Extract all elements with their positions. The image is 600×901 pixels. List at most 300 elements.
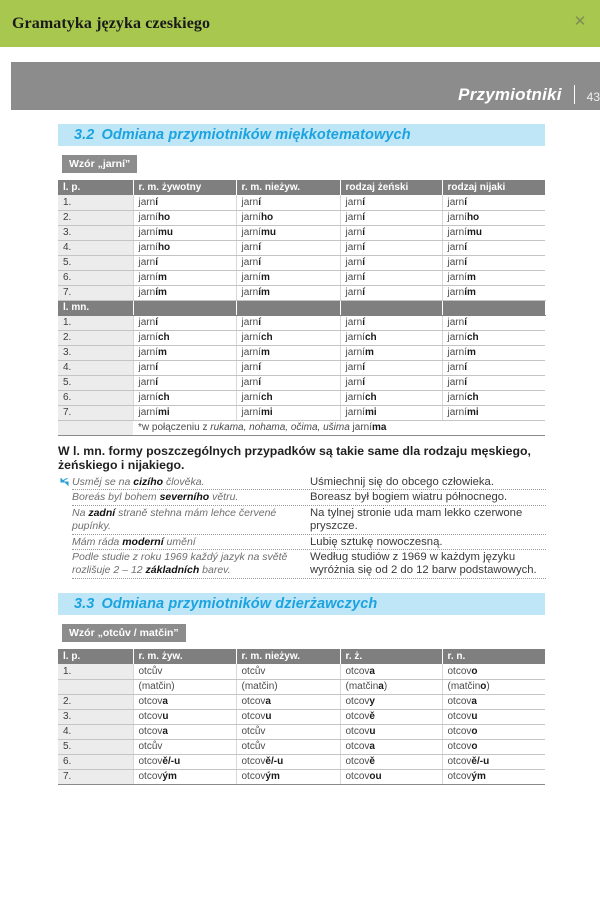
table-cell: [340, 679, 442, 694]
table-cell: [340, 315, 442, 330]
word-ending: u: [471, 711, 478, 723]
table-cell: [442, 405, 545, 420]
word-ending: u: [265, 711, 272, 723]
table-cell: [442, 195, 545, 210]
word-ending: í: [464, 196, 467, 208]
col-header-case: l. p.: [58, 649, 133, 664]
table-cell: [340, 724, 442, 739]
table-row: [58, 210, 545, 225]
table-row: [58, 270, 545, 285]
example-highlight: moderní: [122, 535, 164, 548]
footnote-ending: ma: [372, 422, 387, 433]
pattern-badge-jarni: Wzór „jarní”: [62, 155, 137, 173]
word-stem: jarní: [345, 332, 365, 343]
word-stem: otcov: [345, 771, 370, 783]
word-stem: jarní: [138, 407, 158, 418]
table-cell: [133, 664, 236, 679]
table-cell: [133, 679, 236, 694]
table-row: [58, 225, 545, 240]
case-number: 7.: [58, 405, 133, 420]
word-stem: otcov: [138, 711, 163, 723]
word-stem: otcův: [138, 741, 163, 753]
word-stem: jarn: [241, 242, 259, 253]
word-ending: í: [362, 317, 365, 328]
example-czech: Usměj se na cizího člověka.: [72, 476, 310, 489]
word-ending: í: [155, 317, 158, 328]
case-number: 1.: [58, 195, 133, 210]
declension-table-otcuv: [58, 649, 545, 785]
word-stem: jarní: [138, 272, 158, 283]
table-cell: [236, 754, 340, 769]
table-cell: [340, 255, 442, 270]
col-header-masc-inanim: r. m. nieżyw.: [236, 180, 340, 195]
word-stem: (matčin: [447, 681, 481, 693]
section-title: Odmiana przymiotników dzierżawczych: [101, 596, 378, 613]
table-cell: [442, 754, 545, 769]
word-ending: í: [362, 242, 365, 253]
word-stem: jarn: [345, 362, 363, 373]
word-ending: í: [258, 317, 261, 328]
word-stem: jarn: [447, 196, 465, 208]
word-stem: otcov: [345, 665, 370, 677]
word-stem: jarní: [241, 407, 261, 418]
word-ending: mi: [364, 407, 377, 418]
word-stem: jarní: [241, 332, 261, 343]
word-ending: a: [378, 681, 384, 693]
case-number: 3.: [58, 225, 133, 240]
case-number: 2.: [58, 694, 133, 709]
word-stem: jarn: [447, 287, 465, 298]
word-stem: otcov: [345, 726, 370, 738]
pattern-badge-otcuv: Wzór „otcův / matčin”: [62, 624, 186, 642]
table-cell: [236, 225, 340, 240]
word-ending: í: [464, 317, 467, 328]
word-stem: jarní: [241, 227, 261, 238]
word-ending: í: [155, 257, 158, 268]
word-stem: otcov: [447, 726, 472, 738]
case-number: 5.: [58, 375, 133, 390]
word-stem: jarn: [241, 196, 259, 208]
word-stem: jarní: [345, 392, 365, 403]
table-cell: [442, 679, 545, 694]
example-highlight: zadní: [88, 507, 116, 520]
word-ending: ým: [162, 771, 177, 783]
word-ending: í: [464, 362, 467, 373]
table-cell: [442, 375, 545, 390]
word-stem: (matčin: [345, 681, 379, 693]
table-row: [58, 724, 545, 739]
table-row: [58, 664, 545, 679]
table-row: [58, 195, 545, 210]
word-ending: a: [369, 665, 375, 677]
close-icon[interactable]: ✕: [573, 12, 587, 30]
word-stem: jarní: [447, 347, 467, 358]
word-stem: jarn: [447, 242, 465, 253]
col-header-neut: rodzaj nijaki: [442, 180, 545, 195]
word-stem: (matčin): [241, 681, 278, 693]
table-cell: [442, 360, 545, 375]
word-stem: otcův: [241, 741, 266, 753]
word-ending: ch: [364, 332, 377, 343]
table-cell: [236, 210, 340, 225]
table-cell: [133, 390, 236, 405]
word-ending: ím: [155, 287, 167, 298]
table-row: [58, 255, 545, 270]
word-ending: ch: [466, 332, 479, 343]
word-stem: otcov: [138, 696, 163, 708]
table-header-row: [58, 649, 545, 664]
word-ending: ě/-u: [162, 756, 181, 768]
plural-subheader-cell: [340, 300, 442, 315]
word-stem: jarní: [241, 347, 261, 358]
example-row: [72, 506, 546, 535]
word-ending: í: [362, 362, 365, 373]
table-cell: [236, 739, 340, 754]
case-number: [58, 679, 133, 694]
word-ending: o: [471, 665, 478, 677]
word-stem: otcov: [447, 696, 472, 708]
table-cell: [340, 330, 442, 345]
word-ending: m: [260, 347, 270, 358]
col-header-masc-inanim: r. m. nieżyw.: [236, 649, 340, 664]
table-row: [58, 694, 545, 709]
word-suffix: ): [383, 681, 388, 693]
table-cell: [133, 694, 236, 709]
word-stem: otcov: [241, 696, 266, 708]
word-ending: í: [362, 196, 365, 208]
word-ending: m: [466, 347, 476, 358]
word-ending: í: [258, 242, 261, 253]
table-row: [58, 679, 545, 694]
word-ending: í: [155, 196, 158, 208]
table-row: [58, 240, 545, 255]
word-stem: jarn: [345, 317, 363, 328]
word-stem: otcov: [345, 696, 370, 708]
table-row: [58, 769, 545, 784]
word-ending: mu: [466, 227, 482, 238]
table-cell: [236, 390, 340, 405]
word-ending: ch: [157, 332, 170, 343]
table-cell: [340, 739, 442, 754]
example-czech: Boreás byl bohem severního větru.: [72, 491, 239, 504]
word-stem: jarn: [241, 257, 259, 268]
col-header-masc-anim: r. m. żyw.: [133, 649, 236, 664]
word-stem: jarní: [345, 347, 365, 358]
word-ending: í: [258, 257, 261, 268]
word-ending: m: [157, 347, 167, 358]
table-cell: [236, 664, 340, 679]
word-ending: í: [362, 287, 365, 298]
word-ending: ě: [369, 711, 375, 723]
running-header: [11, 62, 600, 110]
table-cell: [236, 694, 340, 709]
word-ending: ch: [466, 392, 479, 403]
word-ending: í: [464, 377, 467, 388]
case-number: 7.: [58, 769, 133, 784]
plural-subheader-cell: [236, 300, 340, 315]
word-stem: jarn: [241, 287, 259, 298]
word-stem: jarn: [138, 196, 156, 208]
table-cell: [133, 255, 236, 270]
example-row: [72, 490, 546, 506]
table-cell: [236, 255, 340, 270]
footnote-spacer: [58, 420, 133, 435]
word-stem: jarní: [447, 227, 467, 238]
table-cell: [442, 330, 545, 345]
word-stem: otcov: [241, 771, 266, 783]
example-row: [72, 550, 546, 579]
table-cell: [340, 210, 442, 225]
word-stem: jarní: [138, 392, 158, 403]
table-cell: [340, 270, 442, 285]
word-ending: mi: [260, 407, 273, 418]
table-cell: [236, 709, 340, 724]
table1-body: [58, 195, 545, 435]
word-ending: ho: [466, 212, 480, 223]
word-stem: otcov: [345, 756, 370, 768]
table-cell: [133, 270, 236, 285]
case-number: 4.: [58, 724, 133, 739]
col-header-fem: rodzaj żeński: [340, 180, 442, 195]
table-cell: [236, 724, 340, 739]
table-cell: [442, 240, 545, 255]
word-ending: ím: [258, 287, 270, 298]
table-row: [58, 754, 545, 769]
case-number: 2.: [58, 330, 133, 345]
word-ending: í: [362, 212, 365, 223]
arrow-down-right-icon: [60, 477, 69, 486]
example-czech: Podle studie z roku 1969 každý jazyk na světě rozlišuje 2 – 12 základních barev.: [72, 551, 288, 576]
word-stem: otcov: [447, 665, 472, 677]
col-header-case: l. p.: [58, 180, 133, 195]
table-cell: [340, 709, 442, 724]
word-ending: m: [364, 347, 374, 358]
word-ending: mi: [466, 407, 479, 418]
plural-label: l. mn.: [58, 300, 133, 315]
word-stem: otcov: [345, 711, 370, 723]
table-cell: [236, 240, 340, 255]
example-polish: Na tylnej stronie uda mam lekko czerwone pryszcze.: [310, 507, 523, 532]
case-number: 6.: [58, 270, 133, 285]
table-cell: [340, 240, 442, 255]
table-cell: [442, 270, 545, 285]
table-cell: [442, 345, 545, 360]
table2-body: [58, 664, 545, 784]
plural-subheader-cell: [442, 300, 545, 315]
word-stem: jarní: [447, 392, 467, 403]
word-suffix: ): [486, 681, 490, 693]
app-title: Gramatyka języka czeskiego: [12, 14, 211, 32]
word-ending: ě: [369, 756, 375, 768]
case-number: 1.: [58, 664, 133, 679]
case-number: 5.: [58, 255, 133, 270]
word-stem: otcov: [138, 726, 163, 738]
word-ending: í: [155, 377, 158, 388]
word-stem: jarn: [138, 317, 156, 328]
word-stem: jarní: [447, 332, 467, 343]
word-ending: o: [471, 741, 478, 753]
example-polish: Boreasz był bogiem wiatru północnego.: [310, 491, 508, 504]
word-ending: u: [369, 726, 376, 738]
table-cell: [340, 405, 442, 420]
footnote-text: *w połączeniu z rukama, nohama, očima, ušima jarníma: [133, 420, 545, 435]
table-cell: [133, 709, 236, 724]
word-stem: jarn: [447, 377, 465, 388]
word-stem: jarní: [138, 332, 158, 343]
table-cell: [442, 210, 545, 225]
section-title: Odmiana przymiotników miękkotematowych: [101, 127, 411, 143]
table-cell: [236, 360, 340, 375]
word-stem: otcův: [241, 726, 266, 738]
example-czech: Na zadní straně stehna mám lehce červené pupínky.: [72, 507, 277, 532]
section-number: 3.3: [74, 596, 95, 613]
table-row: [58, 315, 545, 330]
word-stem: otcův: [138, 665, 163, 677]
word-stem: jarn: [345, 377, 363, 388]
case-number: 2.: [58, 210, 133, 225]
word-ending: m: [260, 272, 270, 283]
page-content: [0, 110, 600, 785]
table-cell: [236, 375, 340, 390]
word-stem: jarní: [241, 212, 261, 223]
case-number: 1.: [58, 315, 133, 330]
word-stem: otcův: [241, 665, 266, 677]
footnote-italic: rukama, nohama, očima, ušima: [210, 422, 350, 433]
chapter-title: Przymiotniki: [458, 85, 562, 104]
table-cell: [236, 679, 340, 694]
word-ending: mu: [157, 227, 173, 238]
example-czech: Mám ráda moderní umění: [72, 535, 196, 548]
table-cell: [236, 195, 340, 210]
table-cell: [236, 345, 340, 360]
table-cell: [133, 345, 236, 360]
case-number: 3.: [58, 345, 133, 360]
table-cell: [442, 724, 545, 739]
word-stem: otcov: [447, 741, 472, 753]
word-ending: ím: [464, 287, 476, 298]
header-gap: [0, 47, 600, 62]
word-ending: ou: [369, 771, 382, 783]
table-cell: [340, 195, 442, 210]
table-cell: [236, 270, 340, 285]
word-stem: jarn: [138, 287, 156, 298]
example-row: [72, 475, 546, 491]
plural-subheader-row: [58, 300, 545, 315]
table-cell: [133, 405, 236, 420]
word-stem: jarn: [447, 257, 465, 268]
word-ending: a: [162, 696, 168, 708]
table-cell: [133, 375, 236, 390]
word-stem: otcov: [138, 771, 163, 783]
table-cell: [340, 225, 442, 240]
word-stem: jarní: [138, 242, 158, 253]
case-number: 5.: [58, 739, 133, 754]
example-highlight: cizího: [133, 475, 164, 488]
word-stem: jarní: [447, 212, 467, 223]
word-stem: jarní: [138, 212, 158, 223]
table-cell: [340, 390, 442, 405]
word-ending: mu: [260, 227, 276, 238]
word-ending: a: [162, 726, 168, 738]
table-cell: [236, 315, 340, 330]
plural-subheader-cell: [133, 300, 236, 315]
word-ending: y: [369, 696, 375, 708]
table-row: [58, 739, 545, 754]
case-number: 6.: [58, 754, 133, 769]
table-cell: [133, 315, 236, 330]
example-polish: Uśmiechnij się do obcego człowieka.: [310, 475, 494, 488]
example-row: [72, 535, 546, 551]
declension-table-jarni: [58, 180, 546, 436]
table-cell: [442, 709, 545, 724]
word-stem: jarní: [138, 227, 158, 238]
word-ending: í: [362, 257, 365, 268]
table-cell: [442, 664, 545, 679]
table-row: [58, 375, 545, 390]
table-cell: [133, 769, 236, 784]
word-stem: otcov: [345, 741, 370, 753]
table-cell: [442, 739, 545, 754]
word-ending: í: [464, 257, 467, 268]
word-stem: otcov: [138, 756, 163, 768]
word-ending: o: [480, 681, 487, 693]
case-number: 4.: [58, 240, 133, 255]
table-cell: [340, 375, 442, 390]
word-stem: jarní: [345, 407, 365, 418]
table-cell: [442, 255, 545, 270]
word-stem: (matčin): [138, 681, 175, 693]
word-stem: jarn: [345, 257, 363, 268]
col-header-neut: r. n.: [442, 649, 545, 664]
table-cell: [442, 285, 545, 300]
table-cell: [442, 390, 545, 405]
word-stem: otcov: [447, 771, 472, 783]
word-ending: ch: [364, 392, 377, 403]
word-ending: í: [258, 362, 261, 373]
table-cell: [133, 195, 236, 210]
word-ending: m: [466, 272, 476, 283]
word-ending: ým: [265, 771, 280, 783]
word-stem: jarn: [345, 212, 363, 223]
word-stem: jarn: [138, 377, 156, 388]
table-cell: [133, 225, 236, 240]
word-stem: otcov: [447, 711, 472, 723]
word-stem: jarní: [241, 272, 261, 283]
case-number: 3.: [58, 709, 133, 724]
table-cell: [442, 694, 545, 709]
word-ending: ým: [471, 771, 486, 783]
col-header-fem: r. ż.: [340, 649, 442, 664]
footnote-row: [58, 420, 545, 435]
table-cell: [340, 285, 442, 300]
example-polish: Według studiów z 1969 w każdym języku wyróżnia się od 2 do 12 barw podstawowych.: [310, 551, 537, 577]
word-stem: jarní: [447, 407, 467, 418]
table-cell: [442, 225, 545, 240]
word-ending: í: [362, 227, 365, 238]
app-title-bar: [0, 0, 600, 47]
table-header-row: [58, 180, 545, 195]
word-stem: otcov: [447, 756, 472, 768]
word-ending: u: [162, 711, 169, 723]
word-stem: jarn: [345, 242, 363, 253]
table-row: [58, 330, 545, 345]
word-stem: jarn: [138, 257, 156, 268]
table-cell: [340, 769, 442, 784]
word-ending: ho: [157, 212, 171, 223]
case-number: 6.: [58, 390, 133, 405]
header-divider: [574, 85, 575, 104]
word-ending: a: [369, 741, 375, 753]
